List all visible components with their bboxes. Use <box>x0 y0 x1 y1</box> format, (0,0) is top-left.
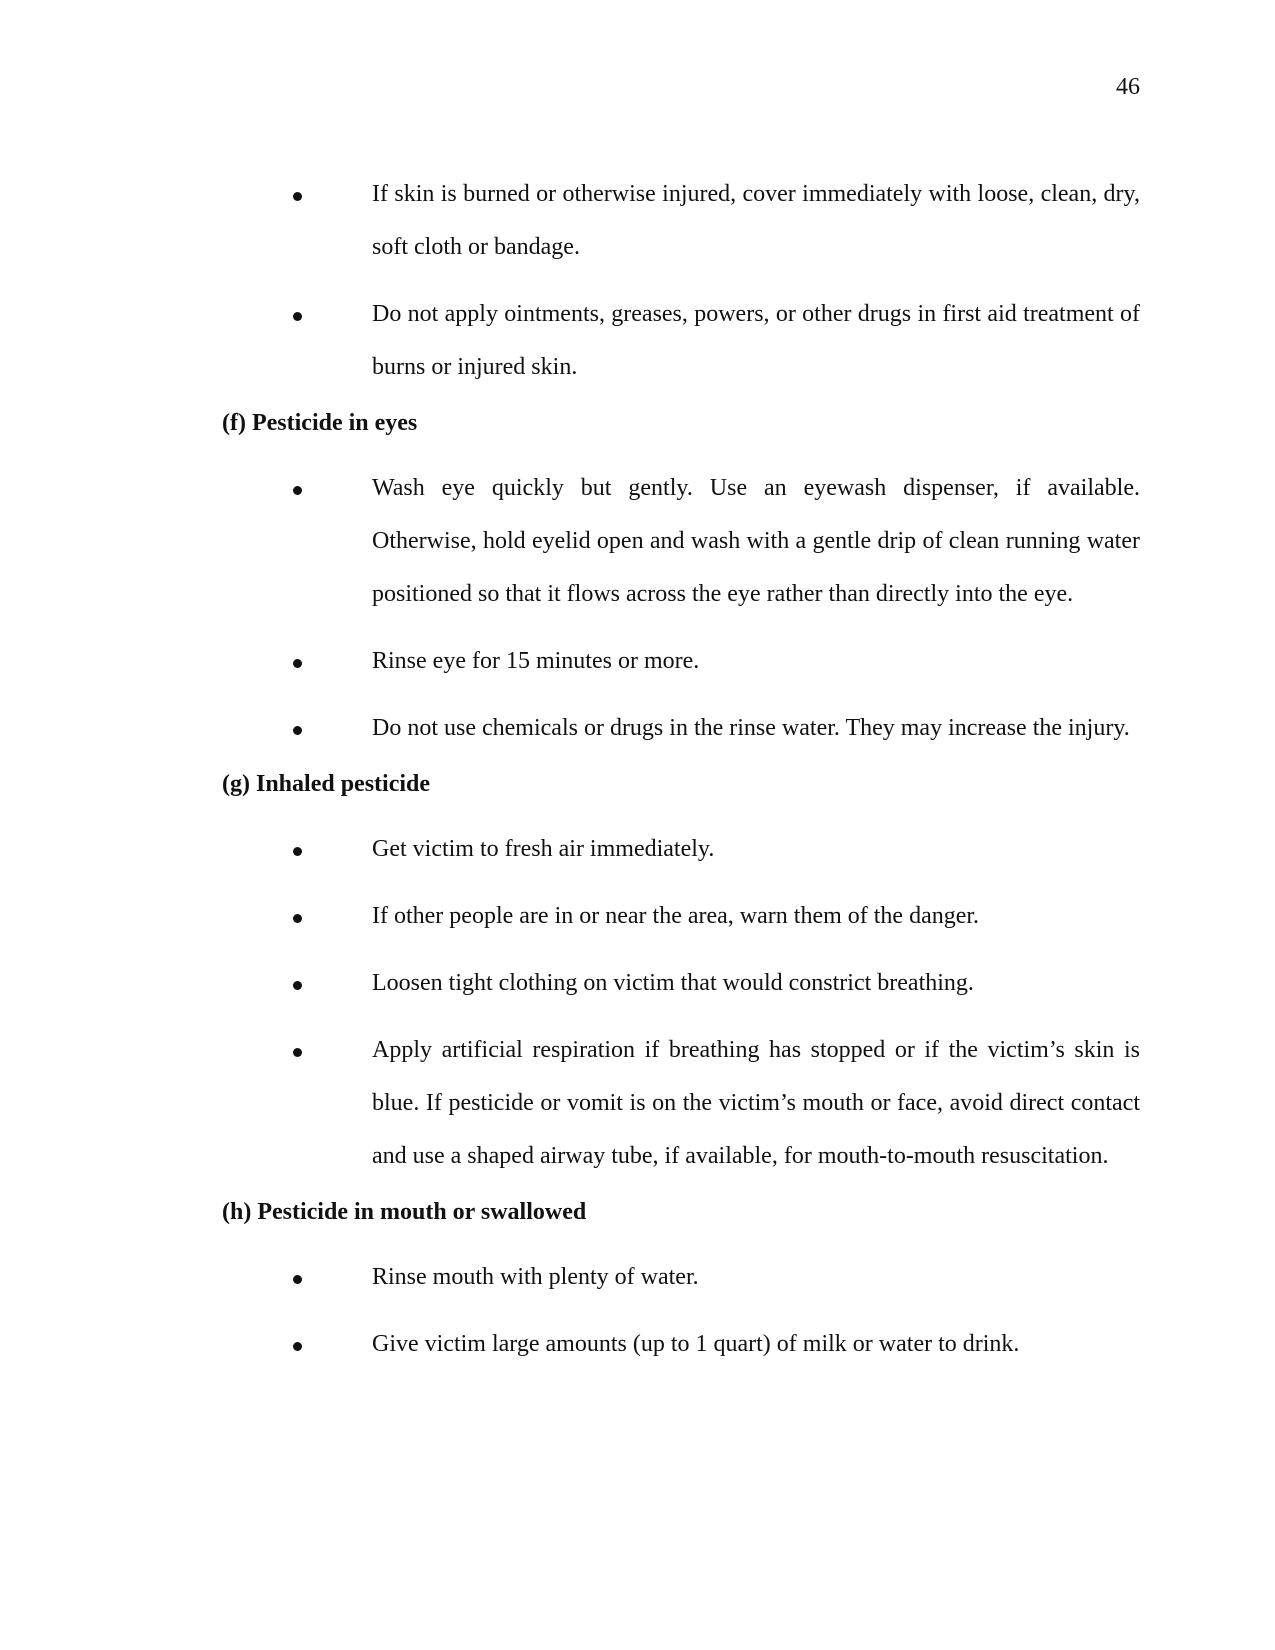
bullet-icon <box>293 192 302 201</box>
list-item-text: Do not apply ointments, greases, powers, or other drugs in first aid treatment of burns or injured skin. <box>372 301 1140 380</box>
document-body <box>222 168 1140 1385</box>
list-item <box>222 823 1140 876</box>
list-item <box>222 1024 1140 1183</box>
bullet-icon <box>293 486 302 495</box>
section-heading-eyes: (f) Pesticide in eyes <box>222 410 418 436</box>
bullet-icon <box>293 312 302 321</box>
section-heading-swallowed: (h) Pesticide in mouth or swallowed <box>222 1199 587 1225</box>
bullet-list-swallowed <box>222 1251 1140 1371</box>
list-item-text: If skin is burned or otherwise injured, cover immediately with loose, clean, dry, soft cloth or bandage. <box>372 181 1140 260</box>
page-number: 46 <box>1116 74 1140 100</box>
bullet-icon <box>293 1048 302 1057</box>
bullet-list-burns <box>222 168 1140 394</box>
section-heading-inhaled: (g) Inhaled pesticide <box>222 771 431 797</box>
list-item <box>222 890 1140 943</box>
list-item <box>222 1251 1140 1304</box>
list-item <box>222 168 1140 274</box>
list-item <box>222 702 1140 755</box>
bullet-list-eyes <box>222 462 1140 755</box>
list-item <box>222 288 1140 394</box>
bullet-icon <box>293 847 302 856</box>
list-item-text: Get victim to fresh air immediately. <box>372 836 715 862</box>
list-item-text: Loosen tight clothing on victim that would constrict breathing. <box>372 970 974 996</box>
list-item-text: Wash eye quickly but gently. Use an eyewash dispenser, if available. Otherwise, hold eyelid open and wash with a gentle drip of clean running water positioned so that it flows across the eye rather than directly into the eye. <box>372 475 1140 607</box>
list-item-text: If other people are in or near the area, warn them of the danger. <box>372 903 980 929</box>
list-item-text: Rinse eye for 15 minutes or more. <box>372 648 700 674</box>
list-item-text: Do not use chemicals or drugs in the rinse water. They may increase the injury. <box>372 715 1130 741</box>
list-item-text: Rinse mouth with plenty of water. <box>372 1264 699 1290</box>
bullet-icon <box>293 1342 302 1351</box>
list-item <box>222 1318 1140 1371</box>
bullet-icon <box>293 914 302 923</box>
list-item <box>222 957 1140 1010</box>
bullet-icon <box>293 1275 302 1284</box>
list-item <box>222 462 1140 621</box>
bullet-list-inhaled <box>222 823 1140 1183</box>
bullet-icon <box>293 659 302 668</box>
list-item-text: Give victim large amounts (up to 1 quart) of milk or water to drink. <box>372 1331 1020 1357</box>
bullet-icon <box>293 981 302 990</box>
list-item-text: Apply artificial respiration if breathing has stopped or if the victim’s skin is blue. If pesticide or vomit is on the victim’s mouth or face, avoid direct contact and use a shaped airway tube, if available, for mouth-to-mouth resuscitation. <box>372 1037 1140 1169</box>
list-item <box>222 635 1140 688</box>
bullet-icon <box>293 726 302 735</box>
